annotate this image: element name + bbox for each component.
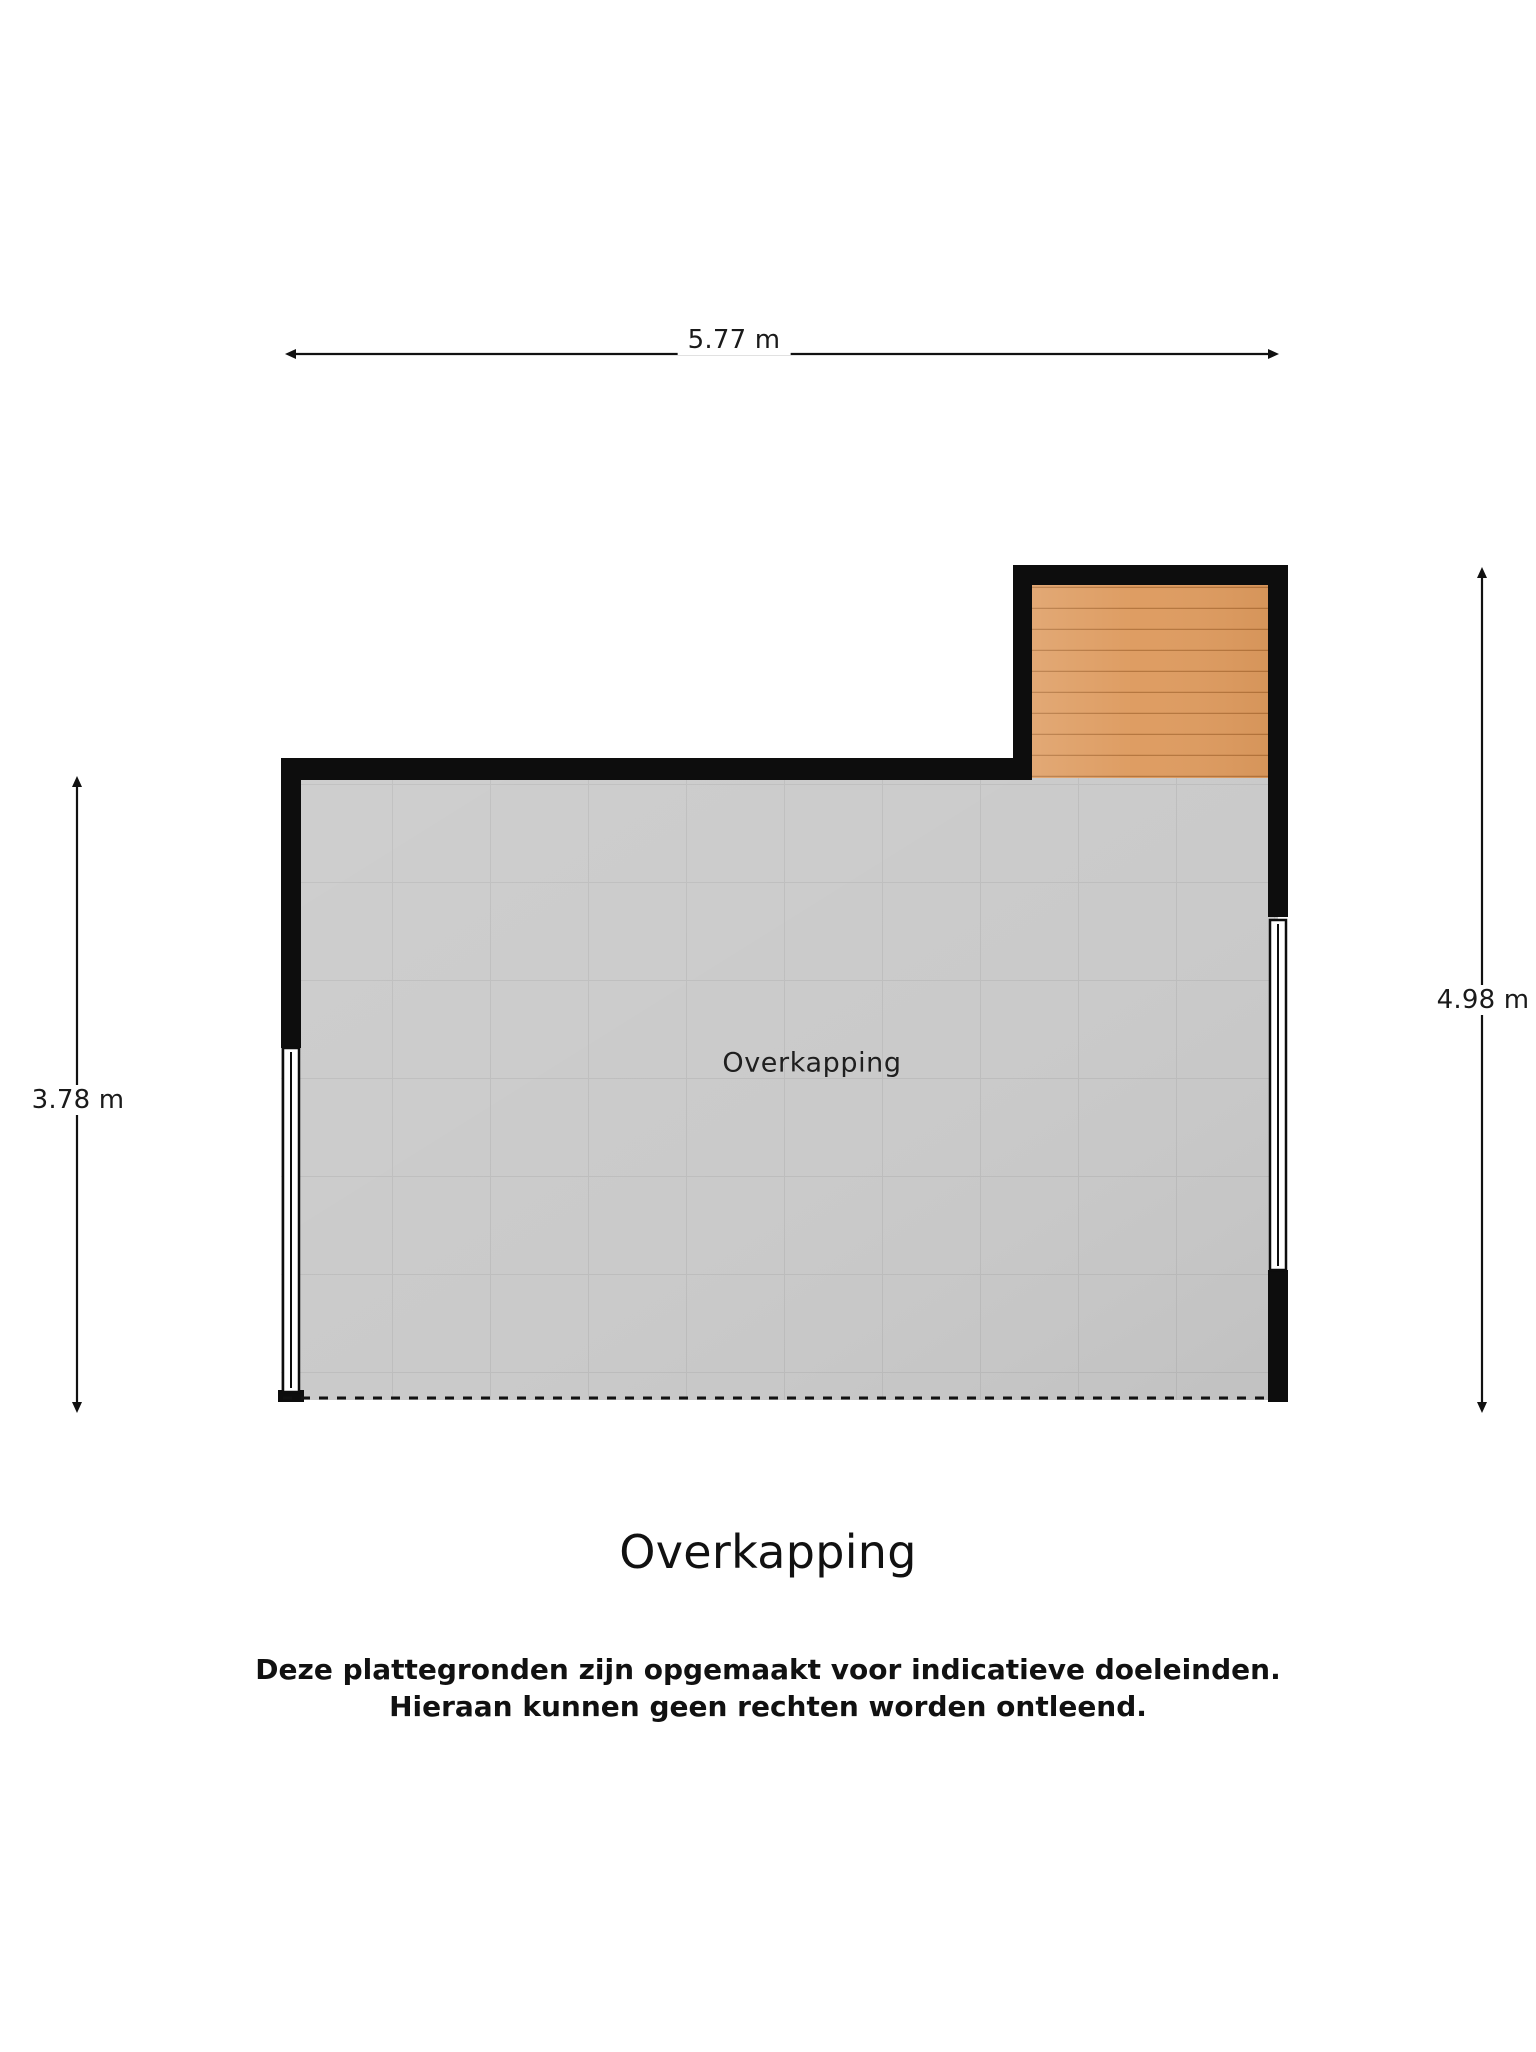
dimension-label-top: 5.77 m (678, 325, 791, 355)
room-label-overkapping: Overkapping (722, 1047, 902, 1079)
disclaimer-text (0, 1652, 1536, 1726)
disclaimer-line-1: Deze plattegronden zijn opgemaakt voor indicatieve doeleinden. (255, 1653, 1281, 1686)
disclaimer-line-2: Hieraan kunnen geen rechten worden ontleend. (389, 1689, 1147, 1723)
page-title: Overkapping (619, 1525, 917, 1579)
wood-panel-wall (1017, 566, 1278, 778)
glass-opening-right (1270, 920, 1286, 1270)
dimension-label-left: 3.78 m (22, 1085, 135, 1115)
glass-opening-left (283, 1048, 299, 1392)
dimension-label-right: 4.98 m (1427, 985, 1536, 1015)
